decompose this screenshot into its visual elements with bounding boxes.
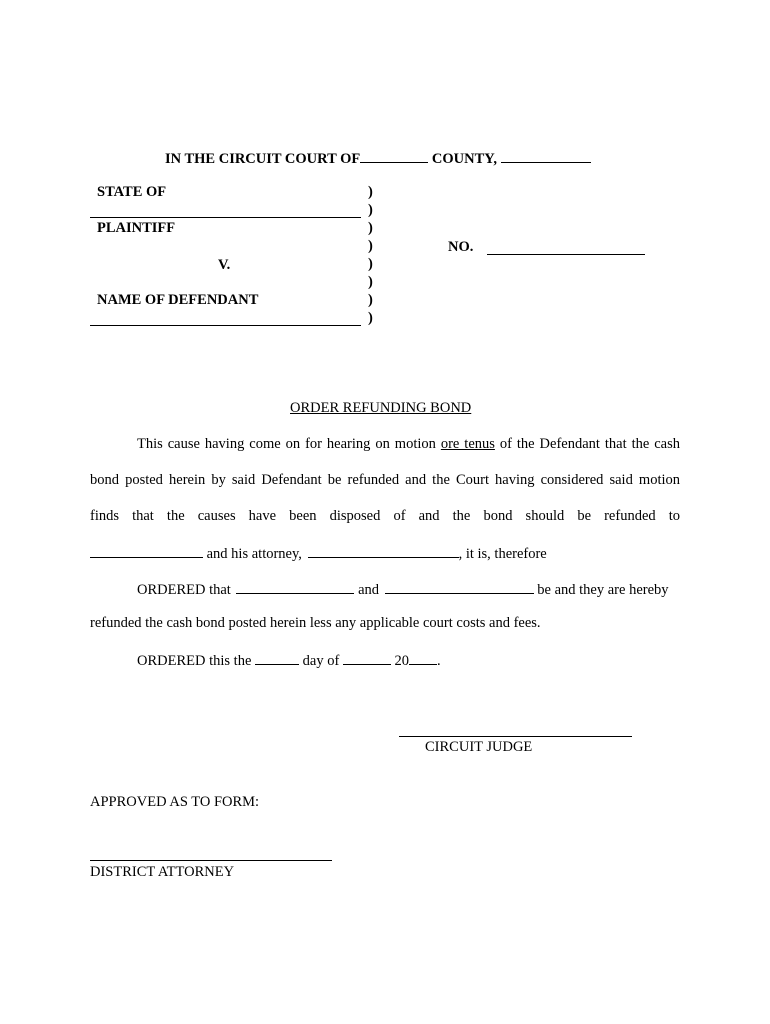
p2-text: ORDERED that <box>137 582 231 598</box>
paragraph-1-line-2: bond posted herein by said Defendant be refunded and the Court having considered said motion <box>90 472 680 488</box>
p2-text: be and they are hereby <box>537 582 669 598</box>
month-blank[interactable] <box>343 650 391 665</box>
defendant-label: NAME OF DEFENDANT <box>97 292 259 308</box>
p3-text: day of <box>302 653 340 669</box>
caption-paren: ) <box>368 184 373 200</box>
caption-paren: ) <box>368 256 373 272</box>
district-attorney-signature-line[interactable] <box>90 860 332 861</box>
county-name-blank[interactable] <box>360 148 428 163</box>
p1-text: , it is, therefore <box>458 546 547 562</box>
caption-paren: ) <box>368 220 373 236</box>
caption-paren: ) <box>368 292 373 308</box>
state-of-label: STATE OF <box>97 184 167 200</box>
p3-text: . <box>437 653 441 669</box>
day-blank[interactable] <box>255 650 299 665</box>
caption-paren: ) <box>368 274 373 290</box>
p1-text: This cause having come on for hearing on motion <box>137 436 436 452</box>
caption-paren: ) <box>368 202 373 218</box>
p3-text: ORDERED this the <box>137 653 252 669</box>
paragraph-2-line-2: refunded the cash bond posted herein less any applicable court costs and fees. <box>90 615 541 631</box>
approved-as-to-form-label: APPROVED AS TO FORM: <box>90 794 260 810</box>
defendant-name-line[interactable] <box>90 325 361 326</box>
refund-party-2-blank[interactable] <box>385 579 534 594</box>
ore-tenus-text: ore tenus <box>440 436 495 452</box>
case-number-label: NO. <box>448 239 474 255</box>
court-header <box>165 148 591 168</box>
plaintiff-label: PLAINTIFF <box>97 220 176 236</box>
year-blank[interactable] <box>409 650 437 665</box>
paragraph-2-line-1 <box>137 579 669 599</box>
case-number-line[interactable] <box>487 254 645 255</box>
attorney-name-blank[interactable] <box>308 543 459 558</box>
paragraph-1-line-4 <box>90 543 547 563</box>
defendant-refund-blank[interactable] <box>90 543 203 558</box>
district-attorney-label: DISTRICT ATTORNEY <box>90 864 235 880</box>
refund-party-1-blank[interactable] <box>236 579 354 594</box>
order-title <box>290 400 471 417</box>
judge-signature-line[interactable] <box>399 736 632 737</box>
caption-paren: ) <box>368 238 373 254</box>
p1-text: and his attorney, <box>206 546 302 562</box>
paragraph-3 <box>137 650 441 670</box>
order-title-text: ORDER REFUNDING BOND <box>290 400 472 416</box>
p2-text: and <box>358 582 380 598</box>
caption-paren: ) <box>368 310 373 326</box>
circuit-judge-label: CIRCUIT JUDGE <box>425 739 533 755</box>
paragraph-1-line-3: finds that the causes have been disposed of and the bond should be refunded to <box>90 508 680 524</box>
p3-text: 20 <box>394 653 410 669</box>
county-label: COUNTY, <box>431 151 498 167</box>
state-name-line[interactable] <box>90 217 361 218</box>
p1-text: of the Defendant that the cash <box>499 436 681 452</box>
court-name-prefix: IN THE CIRCUIT COURT OF <box>165 151 361 167</box>
state-county-blank[interactable] <box>501 148 591 163</box>
versus-label: V. <box>218 257 231 273</box>
paragraph-1-line-1 <box>137 436 680 453</box>
